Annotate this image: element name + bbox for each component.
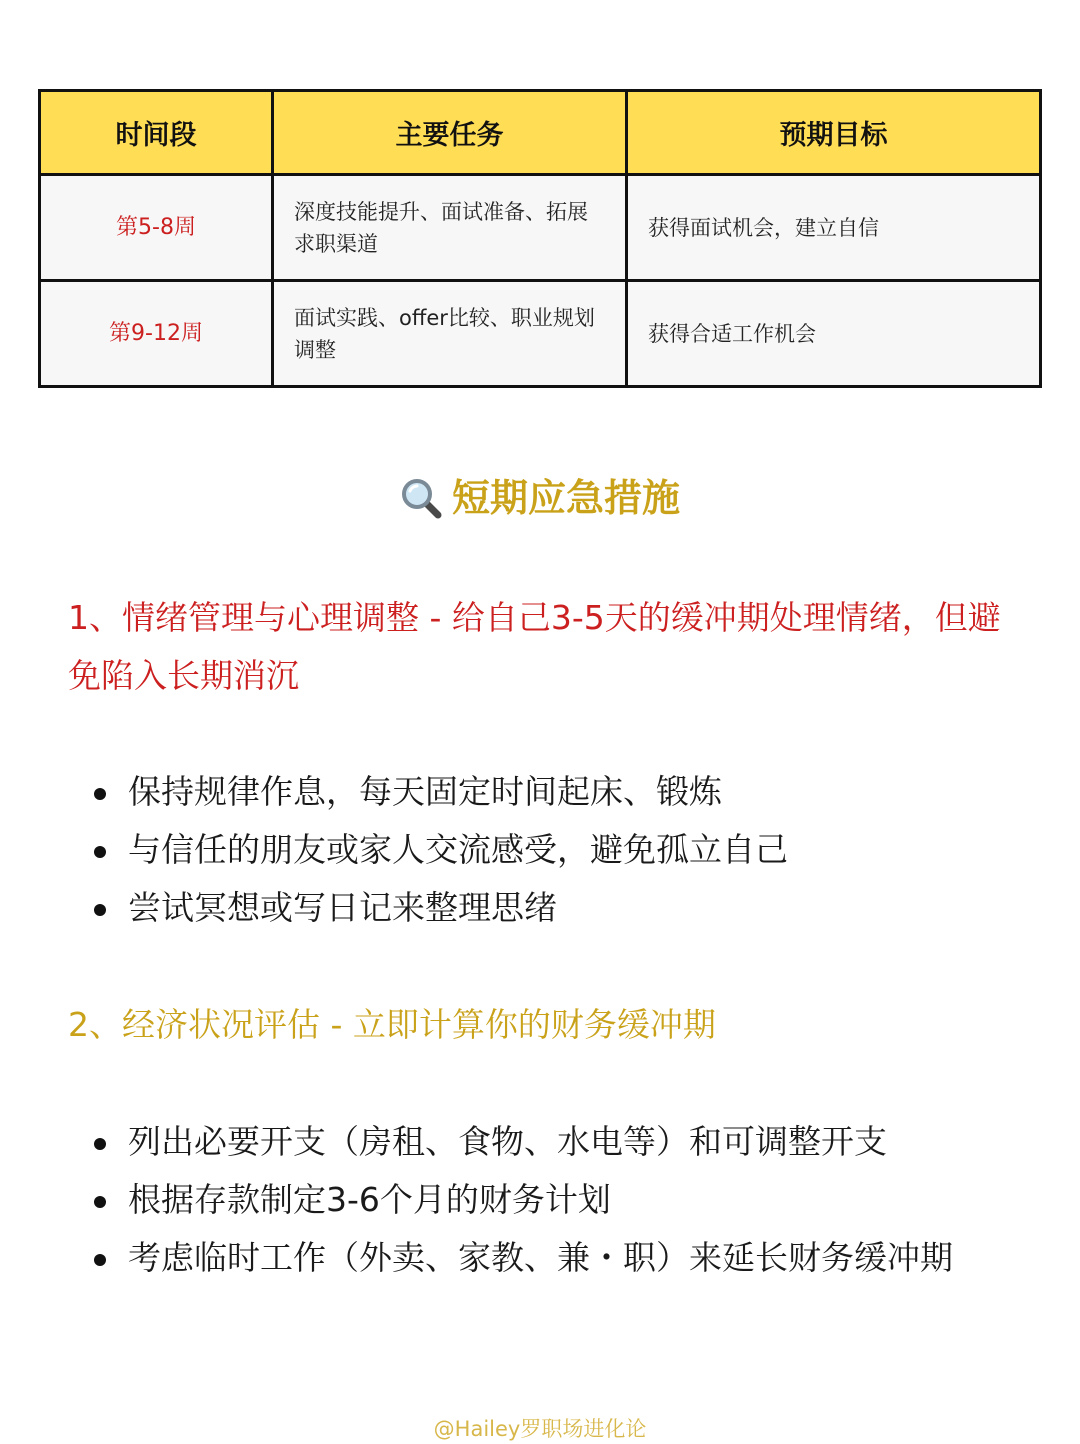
bullet-list-finance — [128, 1113, 1008, 1287]
list-item: 根据存款制定3-6个月的财务计划 — [128, 1171, 1008, 1229]
plan-table — [38, 89, 1042, 388]
table-row — [40, 175, 1041, 281]
header-task: 主要任务 — [273, 91, 627, 175]
cell-period: 第5-8周 — [40, 175, 273, 281]
list-item: 尝试冥想或写日记来整理思绪 — [128, 879, 1008, 937]
cell-goal: 获得合适工作机会 — [627, 281, 1041, 387]
magnifier-icon — [400, 476, 442, 518]
point-title-emotion: 1、情绪管理与心理调整 - 给自己3-5天的缓冲期处理情绪，但避免陷入长期消沉 — [68, 598, 1001, 695]
author-watermark: @Hailey罗职场进化论 — [433, 1417, 647, 1441]
header-goal: 预期目标 — [627, 91, 1041, 175]
point-title-finance: 2、经济状况评估 - 立即计算你的财务缓冲期 — [68, 1005, 716, 1044]
bullet-list-emotion — [128, 763, 1008, 937]
table-header-row — [40, 91, 1041, 175]
list-item: 与信任的朋友或家人交流感受，避免孤立自己 — [128, 821, 1008, 879]
list-item: 考虑临时工作（外卖、家教、兼・职）来延长财务缓冲期 — [128, 1229, 1008, 1287]
list-item: 保持规律作息，每天固定时间起床、锻炼 — [128, 763, 1008, 821]
cell-period: 第9-12周 — [40, 281, 273, 387]
table-row — [40, 281, 1041, 387]
cell-task: 面试实践、offer比较、职业规划调整 — [273, 281, 627, 387]
section-title: 短期应急措施 — [451, 476, 680, 520]
cell-task: 深度技能提升、面试准备、拓展求职渠道 — [273, 175, 627, 281]
list-item: 列出必要开支（房租、食物、水电等）和可调整开支 — [128, 1113, 1008, 1171]
cell-goal: 获得面试机会，建立自信 — [627, 175, 1041, 281]
section-heading — [0, 468, 1080, 528]
header-period: 时间段 — [40, 91, 273, 175]
